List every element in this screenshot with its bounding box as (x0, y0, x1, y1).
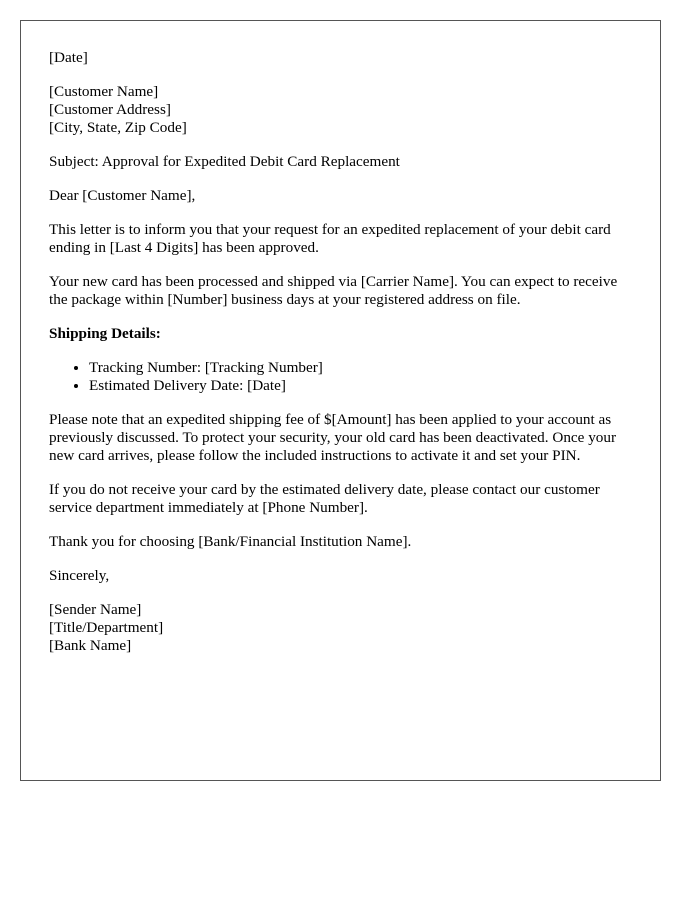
letter-greeting: Dear [Customer Name], (49, 187, 196, 204)
shipping-details-list (49, 359, 632, 395)
recipient-city-state-zip: [City, State, Zip Code] (49, 119, 187, 136)
paragraph-thanks: Thank you for choosing [Bank/Financial Institution Name]. (49, 533, 412, 550)
letter-date: [Date] (49, 49, 88, 66)
letter-page (20, 20, 661, 781)
letter-closing: Sincerely, (49, 567, 110, 584)
list-item-estimated-delivery: • Estimated Delivery Date: [Date] (89, 377, 632, 395)
shipping-details-heading: Shipping Details: (49, 325, 161, 342)
recipient-block (49, 83, 632, 137)
recipient-address: [Customer Address] (49, 101, 171, 118)
sender-bank: [Bank Name] (49, 637, 132, 654)
paragraph-contact: If you do not receive your card by the estimated delivery date, please contact our customer service department immediately at [Phone Number]. (49, 481, 600, 516)
paragraph-shipping: Your new card has been processed and shipped via [Carrier Name]. You can expect to receive the package within [Number] business days at your registered address on file. (49, 273, 618, 308)
sender-title: [Title/Department] (49, 619, 164, 636)
paragraph-fee-notice: Please note that an expedited shipping fee of $[Amount] has been applied to your account as previously discussed. To protect your security, your old card has been deactivated. Once your new card arrives, please follow the included instructions to activate it and set your PIN. (49, 411, 617, 464)
paragraph-approval: This letter is to inform you that your request for an expedited replacement of your debit card ending in [Last 4 Digits] has been approved. (49, 221, 611, 256)
letter-subject: Subject: Approval for Expedited Debit Card Replacement (49, 153, 400, 170)
sender-name: [Sender Name] (49, 601, 142, 618)
list-item-tracking-number: • Tracking Number: [Tracking Number] (89, 359, 632, 377)
recipient-name: [Customer Name] (49, 83, 159, 100)
sender-block (49, 601, 632, 655)
